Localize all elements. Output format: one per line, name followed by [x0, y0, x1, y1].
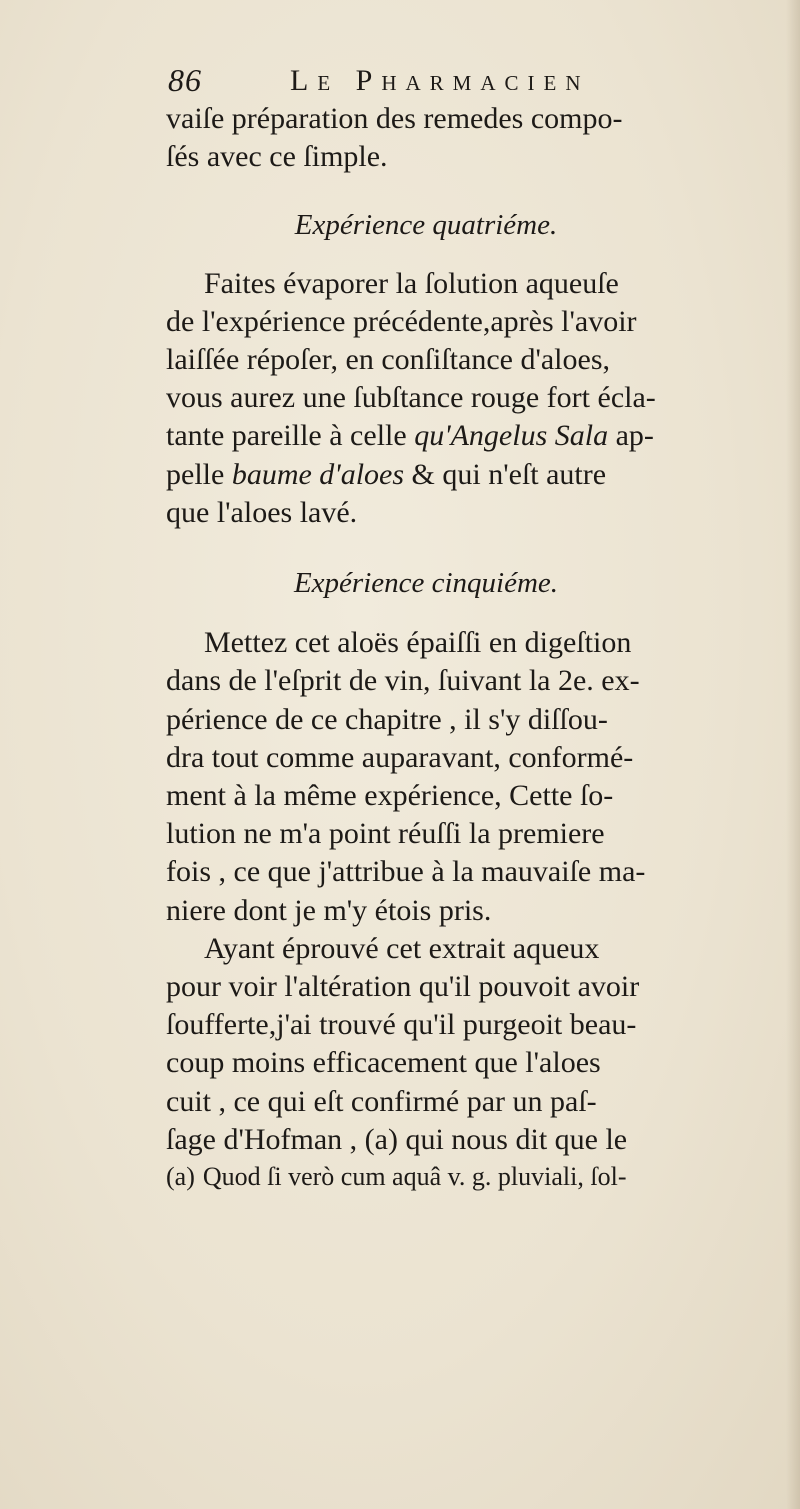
text-line: [166, 417, 796, 455]
running-head: Le Pharmacien: [290, 64, 590, 97]
text-line: niere dont je m'y étois pris.: [166, 893, 492, 927]
text-line: dans de l'eſprit de vin, ſuivant la 2e. ex-: [166, 664, 640, 698]
main-text: [166, 100, 796, 1159]
text-line: [166, 456, 796, 494]
text-fragment: & qui n'eſt autre: [404, 457, 607, 491]
italic-name-angelus-sala: qu'Angelus Sala: [414, 419, 609, 453]
text-line: de l'expérience précédente,après l'avoir: [166, 304, 637, 338]
text-line: dra tout comme auparavant, conformé-: [166, 740, 634, 774]
text-line: Ayant éprouvé cet extrait aqueux: [204, 931, 600, 965]
text-fragment: tante pareille à celle: [166, 419, 415, 453]
section-heading-experience-5: Expérience cinquiéme.: [293, 567, 559, 600]
text-line: ſage d'Hofman , (a) qui nous dit que le: [166, 1122, 628, 1156]
footnote-text: Quod ſi verò cum aquâ v. g. pluviali, ſol-: [202, 1162, 627, 1191]
text-line: périence de ce chapitre , il s'y diſſou-: [166, 702, 608, 736]
section-heading-experience-4: Expérience quatriéme.: [294, 209, 558, 242]
text-line: fois , ce que j'attribue à la mauvaiſe ma-: [166, 855, 646, 889]
text-line: coup moins efficacement que l'aloes: [166, 1046, 601, 1080]
text-line: Faites évaporer la ſolution aqueuſe: [204, 266, 619, 300]
text-line: ſés avec ce ſimple.: [166, 140, 388, 174]
text-line: Mettez cet aloës épaiſſi en digeſtion: [204, 626, 632, 660]
text-line: cuit , ce qui eſt confirmé par un paſ-: [166, 1084, 597, 1118]
footnote-marker: (a): [166, 1162, 195, 1191]
text-fragment: pelle: [166, 457, 232, 491]
text-line: lution ne m'a point réuſſi la premiere: [166, 817, 605, 851]
text-line: vaiſe préparation des remedes compo-: [166, 102, 623, 135]
footnote: [166, 1162, 796, 1192]
text-line: pour voir l'altération qu'il pouvoit avoir: [166, 970, 640, 1004]
text-line: que l'aloes lavé.: [166, 495, 358, 529]
text-line: vous aurez une ſubſtance rouge fort écla-: [166, 381, 656, 415]
page-number: 86: [168, 62, 202, 98]
text-line: laiſſée répoſer, en conſiſtance d'aloes,: [166, 343, 610, 377]
italic-term-baume-daloes: baume d'aloes: [231, 457, 405, 491]
text-line: ſoufferte,j'ai trouvé qu'il purgeoit beau-: [166, 1008, 637, 1042]
text-line: ment à la même expérience, Cette ſo-: [166, 779, 614, 813]
text-fragment: ap-: [608, 419, 654, 453]
